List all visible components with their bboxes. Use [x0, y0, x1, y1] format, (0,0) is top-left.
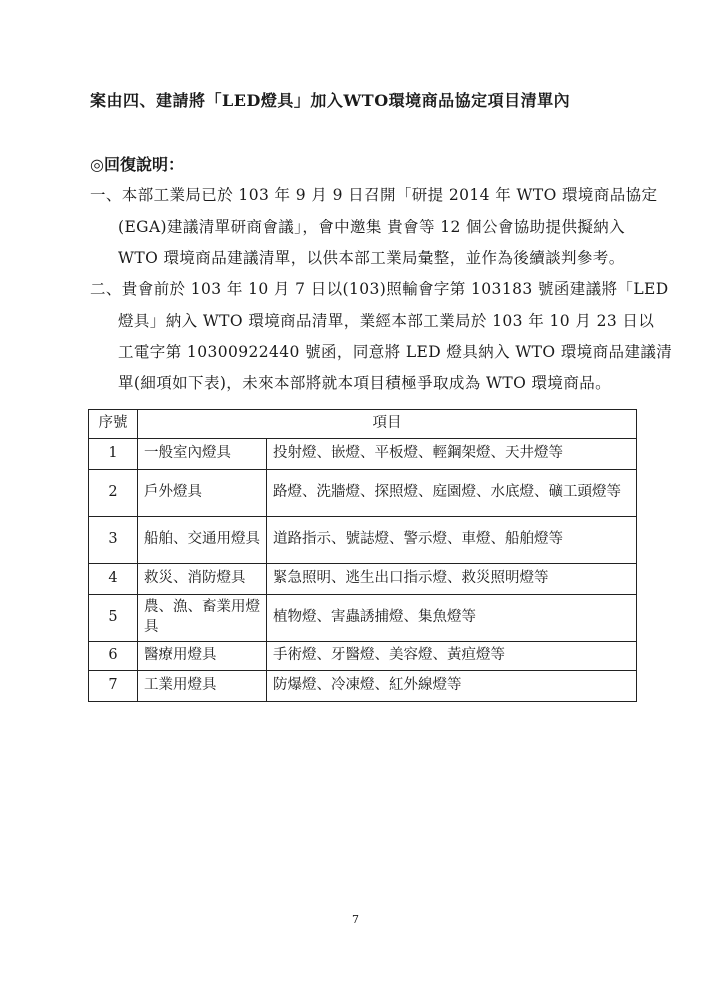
- paragraph-line: 工電字第 10300922440 號函，同意將 LED 燈具納入 WTO 環境商品建議清: [118, 343, 673, 361]
- paragraph-line: (EGA)建議清單研商會議」，會中邀集 貴會等 12 個公會協助提供擬納入: [118, 218, 626, 236]
- row-number: 2: [89, 470, 138, 517]
- row-items: 投射燈、嵌燈、平板燈、輕鋼架燈、天井燈等: [267, 439, 637, 470]
- paragraph-line: 燈具」納入 WTO 環境商品清單，業經本部工業局於 103 年 10 月 23 日以: [118, 312, 655, 330]
- row-category: 醫療用燈具: [138, 642, 267, 671]
- paragraph-line: WTO 環境商品建議清單，以供本部工業局彙整，並作為後續談判參考。: [118, 249, 625, 267]
- header-number: 序號: [89, 410, 138, 439]
- table-header-row: [89, 410, 637, 439]
- row-number: 4: [89, 564, 138, 595]
- paragraph-line: 二、貴會前於 103 年 10 月 7 日以(103)照輸會字第 103183 號函建議將「LED: [90, 280, 669, 298]
- table-row: [89, 595, 637, 642]
- table-row: [89, 564, 637, 595]
- row-category: 工業用燈具: [138, 671, 267, 702]
- header-items: 項目: [138, 410, 637, 439]
- paragraph-line: 一、本部工業局已於 103 年 9 月 9 日召開「研提 2014 年 WTO 環境商品協定: [90, 186, 658, 204]
- row-items: 手術燈、牙醫燈、美容燈、黃疸燈等: [267, 642, 637, 671]
- led-items-table: [88, 409, 637, 702]
- row-items: 緊急照明、逃生出口指示燈、救災照明燈等: [267, 564, 637, 595]
- row-number: 7: [89, 671, 138, 702]
- row-number: 5: [89, 595, 138, 642]
- page-title: 案由四、建請將「LED燈具」加入WTO環境商品協定項目清單內: [90, 91, 571, 110]
- row-items: 防爆燈、冷凍燈、紅外線燈等: [267, 671, 637, 702]
- table-row: [89, 642, 637, 671]
- row-number: 1: [89, 439, 138, 470]
- table-row: [89, 470, 637, 517]
- row-category: 救災、消防燈具: [138, 564, 267, 595]
- paragraph-line: 單(細項如下表)，未來本部將就本項目積極爭取成為 WTO 環境商品。: [118, 374, 612, 392]
- reply-heading: ◎回復說明：: [90, 155, 184, 174]
- table-row: [89, 517, 637, 564]
- row-items: 路燈、洗牆燈、探照燈、庭園燈、水底燈、礦工頭燈等: [267, 470, 637, 517]
- row-category: 一般室內燈具: [138, 439, 267, 470]
- page-number: 7: [352, 913, 359, 926]
- table-row: [89, 671, 637, 702]
- row-number: 6: [89, 642, 138, 671]
- table-row: [89, 439, 637, 470]
- row-category: 戶外燈具: [138, 470, 267, 517]
- row-items: 道路指示、號誌燈、警示燈、車燈、船舶燈等: [267, 517, 637, 564]
- row-number: 3: [89, 517, 138, 564]
- row-items: 植物燈、害蟲誘捕燈、集魚燈等: [267, 595, 637, 642]
- row-category: 農、漁、畜業用燈具: [138, 595, 267, 642]
- row-category: 船舶、交通用燈具: [138, 517, 267, 564]
